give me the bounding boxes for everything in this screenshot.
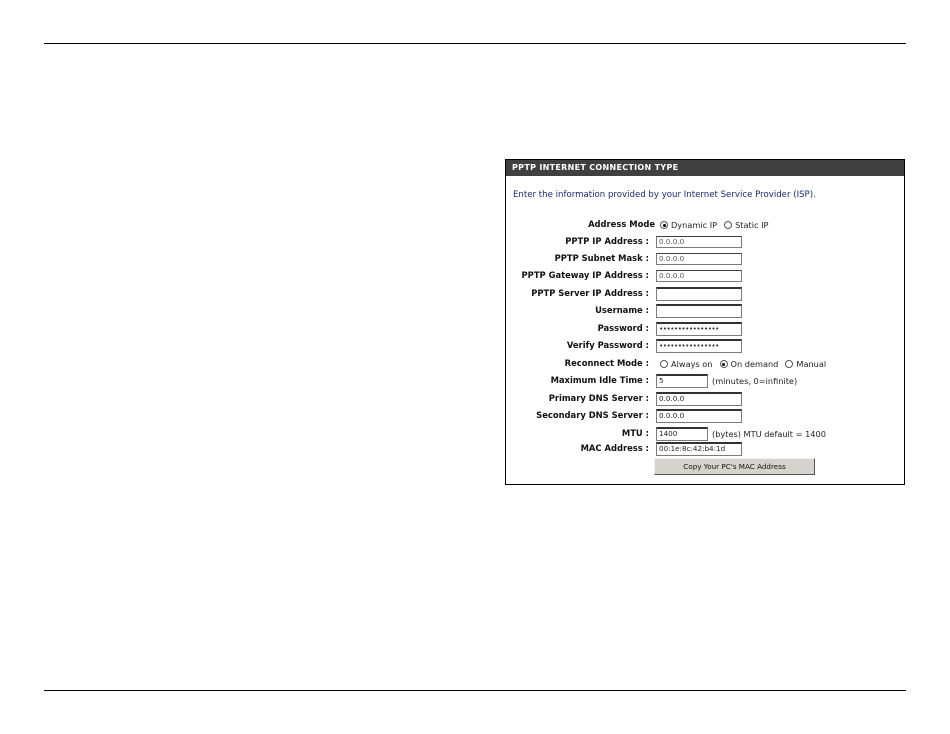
pptp-gateway-row — [506, 268, 904, 284]
mtu-input[interactable]: 1400 — [656, 427, 708, 441]
pptp-subnet-input[interactable]: 0.0.0.0 — [656, 253, 742, 265]
always-on-label: Always on — [671, 359, 713, 369]
static-ip-label: Static IP — [735, 220, 769, 230]
pptp-ip-input[interactable]: 0.0.0.0 — [656, 236, 742, 248]
primary-dns-input[interactable]: 0.0.0.0 — [656, 392, 742, 406]
verify-password-label: Verify Password : — [566, 340, 649, 350]
always-on-radio[interactable] — [660, 360, 668, 368]
secondary-dns-row — [506, 408, 904, 424]
idle-time-label: Maximum Idle Time : — [550, 375, 649, 385]
on-demand-radio[interactable] — [720, 360, 728, 368]
reconnect-mode-label: Reconnect Mode : — [564, 358, 649, 368]
on-demand-label: On demand — [730, 359, 779, 369]
mac-input[interactable]: 00:1e:8c:42:b4:1d — [656, 442, 742, 456]
pptp-subnet-label: PPTP Subnet Mask : — [554, 253, 649, 263]
manual-label: Manual — [796, 359, 827, 369]
address-mode-row — [506, 217, 904, 233]
idle-time-input[interactable]: 5 — [656, 374, 708, 388]
verify-password-row — [506, 338, 904, 354]
copy-mac-button[interactable]: Copy Your PC's MAC Address — [654, 458, 815, 475]
idle-time-row — [506, 373, 904, 389]
primary-dns-row — [506, 391, 904, 407]
manual-radio[interactable] — [785, 360, 793, 368]
secondary-dns-label: Secondary DNS Server : — [536, 410, 649, 420]
top-divider — [44, 43, 906, 44]
pptp-server-row — [506, 286, 904, 302]
address-mode-options — [656, 217, 771, 233]
idle-time-hint: (minutes, 0=infinite) — [712, 376, 798, 386]
verify-password-input[interactable]: •••••••••••••••• — [656, 339, 742, 353]
bottom-divider — [44, 690, 906, 691]
mac-row — [506, 441, 904, 457]
pptp-gateway-label: PPTP Gateway IP Address : — [521, 270, 649, 280]
username-input[interactable] — [656, 304, 742, 318]
dynamic-ip-label: Dynamic IP — [671, 220, 718, 230]
address-mode-label: Address Mode — [588, 219, 655, 229]
mtu-label: MTU : — [621, 428, 649, 438]
password-row — [506, 321, 904, 337]
username-label: Username : — [595, 305, 649, 315]
mtu-hint: (bytes) MTU default = 1400 — [712, 429, 826, 439]
reconnect-mode-row — [506, 356, 904, 372]
pptp-connection-panel — [505, 159, 905, 485]
pptp-gateway-input[interactable]: 0.0.0.0 — [656, 270, 742, 282]
dynamic-ip-radio[interactable] — [660, 221, 668, 229]
mac-label: MAC Address : — [580, 443, 649, 453]
panel-intro: Enter the information provided by your Internet Service Provider (ISP). — [513, 190, 816, 200]
username-row — [506, 303, 904, 319]
static-ip-radio[interactable] — [724, 221, 732, 229]
password-label: Password : — [597, 323, 649, 333]
mtu-row — [506, 426, 904, 442]
primary-dns-label: Primary DNS Server : — [548, 393, 649, 403]
reconnect-mode-options — [656, 356, 829, 372]
pptp-ip-label: PPTP IP Address : — [565, 236, 649, 246]
pptp-server-input[interactable] — [656, 287, 742, 301]
secondary-dns-input[interactable]: 0.0.0.0 — [656, 409, 742, 423]
panel-title: PPTP INTERNET CONNECTION TYPE — [506, 160, 904, 176]
pptp-ip-row — [506, 234, 904, 250]
pptp-server-label: PPTP Server IP Address : — [531, 288, 649, 298]
password-input[interactable]: •••••••••••••••• — [656, 322, 742, 336]
pptp-subnet-row — [506, 251, 904, 267]
